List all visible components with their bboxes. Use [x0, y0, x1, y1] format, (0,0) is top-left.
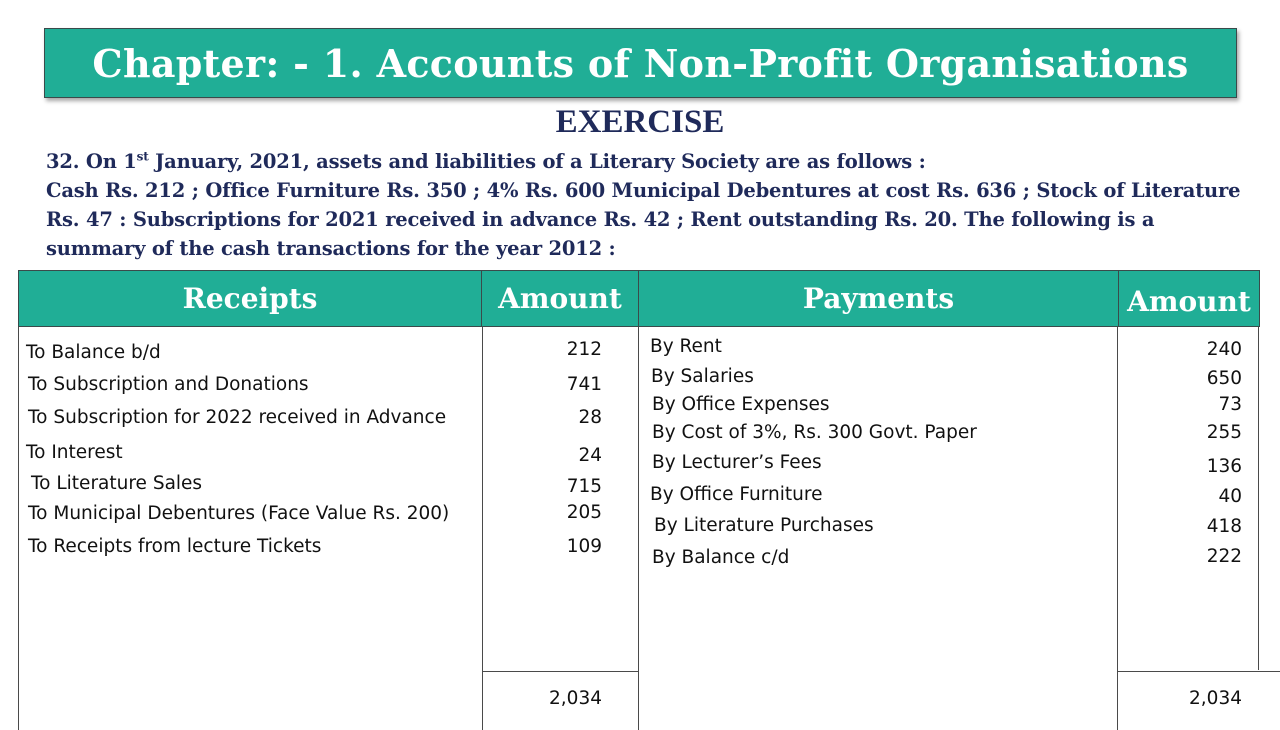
question-text [46, 147, 1246, 263]
payment-item: By Literature Purchases [654, 515, 874, 536]
payment-item: By Rent [650, 336, 722, 357]
header-amount-left: Amount [481, 270, 639, 327]
payment-item: By Office Expenses [652, 394, 830, 415]
payment-item: By Office Furniture [650, 484, 823, 505]
payment-amount: 650 [1206, 368, 1242, 389]
question-line-2: Cash Rs. 212 ; Office Furniture Rs. 350 ; 4% Rs. 600 Municipal Debentures at cost Rs. 636 ; Stock of Literature [46, 179, 1241, 202]
payment-amount: 73 [1218, 394, 1242, 415]
col-line-amount-payments [638, 327, 639, 730]
question-line-1: 32. On 1st January, 2021, assets and liabilities of a Literary Society are as follows : [46, 149, 926, 173]
header-payments: Payments [638, 270, 1119, 327]
chapter-banner [44, 28, 1237, 98]
payment-amount: 418 [1206, 516, 1242, 537]
col-line-right-edge [1258, 327, 1259, 670]
col-line-payments-amount [1117, 327, 1118, 730]
header-receipts: Receipts [18, 270, 482, 327]
receipts-payments-account [18, 270, 1260, 730]
receipt-amount: 24 [578, 445, 602, 466]
payment-amount: 222 [1206, 546, 1242, 567]
chapter-title: Chapter: - 1. Accounts of Non-Profit Organisations [92, 40, 1189, 86]
total-line-right [1118, 671, 1280, 672]
total-line-left [483, 671, 638, 672]
receipt-item: To Receipts from lecture Tickets [28, 536, 322, 557]
receipts-total: 2,034 [549, 688, 602, 709]
receipt-amount: 28 [578, 407, 602, 428]
question-line-3: Rs. 47 : Subscriptions for 2021 received in advance Rs. 42 ; Rent outstanding Rs. 20. The following is a [46, 208, 1155, 231]
exercise-heading: EXERCISE [555, 104, 725, 140]
receipt-item: To Balance b/d [26, 342, 161, 363]
receipt-amount: 741 [566, 374, 602, 395]
receipt-item: To Subscription and Donations [28, 374, 309, 395]
payment-amount: 240 [1206, 339, 1242, 360]
payment-item: By Lecturer’s Fees [652, 452, 822, 473]
payment-item: By Cost of 3%, Rs. 300 Govt. Paper [652, 422, 977, 443]
payment-item: By Balance c/d [652, 547, 790, 568]
receipt-item: To Literature Sales [31, 473, 203, 494]
receipt-amount: 205 [566, 502, 602, 523]
receipt-item: To Subscription for 2022 received in Advance [28, 407, 447, 428]
receipt-amount: 715 [566, 476, 602, 497]
receipt-item: To Interest [26, 442, 123, 463]
col-line-left-edge [18, 327, 19, 730]
payment-amount: 40 [1218, 486, 1242, 507]
header-amount-right: Amount [1118, 270, 1260, 327]
payments-total: 2,034 [1189, 688, 1242, 709]
payment-item: By Salaries [651, 366, 754, 387]
payment-amount: 136 [1206, 456, 1242, 477]
payment-amount: 255 [1206, 422, 1242, 443]
receipt-amount: 109 [566, 536, 602, 557]
question-line-4: summary of the cash transactions for the year 2012 : [46, 237, 616, 260]
receipt-item: To Municipal Debentures (Face Value Rs. 200) [28, 503, 450, 524]
receipt-amount: 212 [566, 339, 602, 360]
